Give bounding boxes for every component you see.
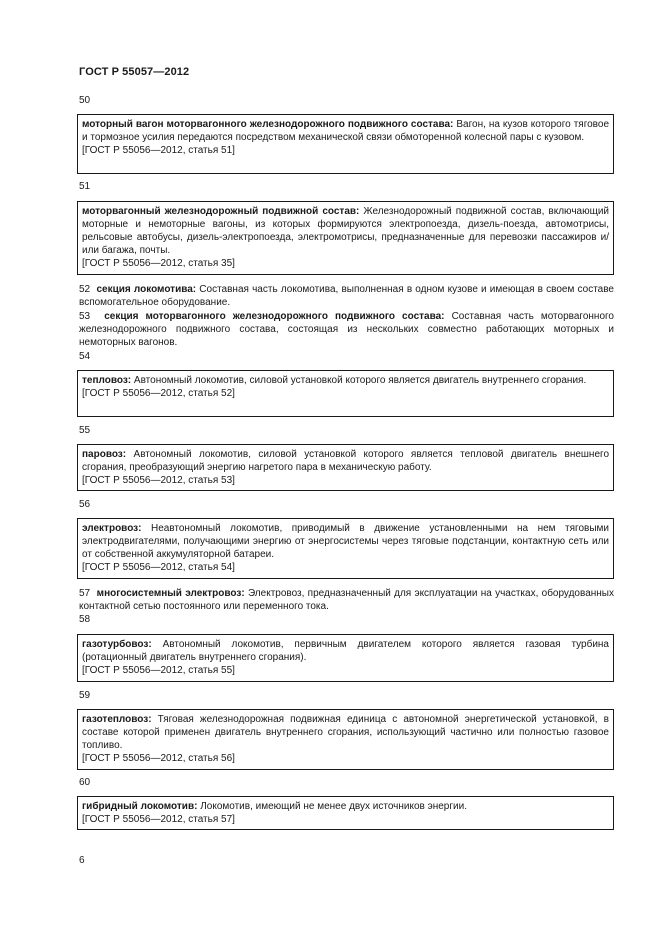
definition-box-50 — [77, 114, 614, 174]
term: секция моторвагонного железнодорожного подвижного состава: — [104, 311, 445, 322]
entry-number-56: 56 — [79, 499, 91, 510]
entry-number: 57 — [79, 588, 91, 599]
definition: Электровоз, предназначенный для эксплуатации на участках, оборудованных контактной сетью постоянного или переменного тока. — [79, 588, 614, 612]
entry-number-54: 54 — [79, 351, 91, 362]
entry-number-55: 55 — [79, 425, 91, 436]
definition-box-58 — [77, 634, 614, 682]
reference: [ГОСТ Р 55056—2012, статья 51] — [82, 145, 235, 156]
page-number: 6 — [79, 855, 85, 866]
entry-number-51: 51 — [79, 181, 91, 192]
reference: [ГОСТ Р 55056—2012, статья 35] — [82, 258, 235, 269]
definition-box-60 — [77, 796, 614, 830]
definition-box-51 — [77, 201, 614, 275]
definition: Составная часть моторвагонного железнодорожного подвижного состава, состоящая из нескольких совместно работающих моторных и немоторных вагонов. — [79, 311, 614, 348]
term: секция локомотива: — [96, 284, 197, 295]
term: моторвагонный железнодорожный подвижной состав: — [82, 206, 360, 217]
definition: Неавтономный локомотив, приводимый в движение установленными на нем тяговыми электродвигателями, получающими энергию от энергосистемы через тяговые подстанции, контактную сеть или от собственной аккумуляторной батареи. — [82, 523, 609, 560]
entry-number-50: 50 — [79, 95, 91, 106]
document-code: ГОСТ Р 55057—2012 — [79, 66, 190, 78]
definition: Автономный локомотив, силовой установкой которого является двигатель внутреннего сгорания. — [131, 375, 587, 386]
term: моторный вагон моторвагонного железнодорожного подвижного состава: — [82, 119, 454, 130]
definition: Тяговая железнодорожная подвижная единица с автономной энергетической установкой, в составе которой применен двигатель внутреннего сгорания, использующий частично или полностью газовое топливо. — [82, 714, 609, 751]
reference: [ГОСТ Р 55056—2012, статья 52] — [82, 388, 235, 399]
term: многосистемный электровоз: — [96, 588, 245, 599]
entry-57 — [79, 587, 614, 613]
term: электровоз: — [82, 523, 142, 534]
term: гибридный локомотив: — [82, 801, 198, 812]
entry-number-58: 58 — [79, 614, 91, 625]
entry-52 — [79, 283, 614, 309]
definition: Автономный локомотив, силовой установкой которого является тепловой двигатель внешнего сгорания, преобразующий энергию нагретого пара в механическую работу. — [82, 449, 609, 473]
definition: Автономный локомотив, первичным двигателем которого является газовая турбина (ротационный двигатель внутреннего сгорания). — [82, 639, 609, 663]
entry-number: 53 — [79, 311, 91, 322]
reference: [ГОСТ Р 55056—2012, статья 56] — [82, 753, 235, 764]
definition-box-59 — [77, 709, 614, 770]
definition-box-56 — [77, 518, 614, 579]
reference: [ГОСТ Р 55056—2012, статья 53] — [82, 475, 235, 486]
definition: Вагон, на кузов которого тяговое и тормозное усилия передаются посредством механической связи обмоторенной колесной пары с кузовом. — [82, 119, 609, 143]
entry-number-59: 59 — [79, 690, 91, 701]
definition: Составная часть локомотива, выполненная в одном кузове и имеющая в своем составе вспомогательное оборудование. — [79, 284, 614, 308]
reference: [ГОСТ Р 55056—2012, статья 57] — [82, 814, 235, 825]
term: паровоз: — [82, 449, 127, 460]
definition-box-54 — [77, 370, 614, 417]
entry-number: 52 — [79, 284, 91, 295]
definition: Железнодорожный подвижной состав, включающий моторные и немоторные вагоны, из которых формируются электропоезда, дизель-поезда, автомотрисы, рельсовые автобусы, дизель-электропоезда, электромотрисы, предназначенные для перевозки пассажиров и/или багажа, почты. — [82, 206, 609, 256]
entry-53 — [79, 310, 614, 349]
term: газотурбовоз: — [82, 639, 152, 650]
definition: Локомотив, имеющий не менее двух источников энергии. — [197, 801, 467, 812]
term: газотепловоз: — [82, 714, 152, 725]
reference: [ГОСТ Р 55056—2012, статья 55] — [82, 665, 235, 676]
reference: [ГОСТ Р 55056—2012, статья 54] — [82, 562, 235, 573]
definition-box-55 — [77, 444, 614, 491]
term: тепловоз: — [82, 375, 132, 386]
entry-number-60: 60 — [79, 777, 91, 788]
